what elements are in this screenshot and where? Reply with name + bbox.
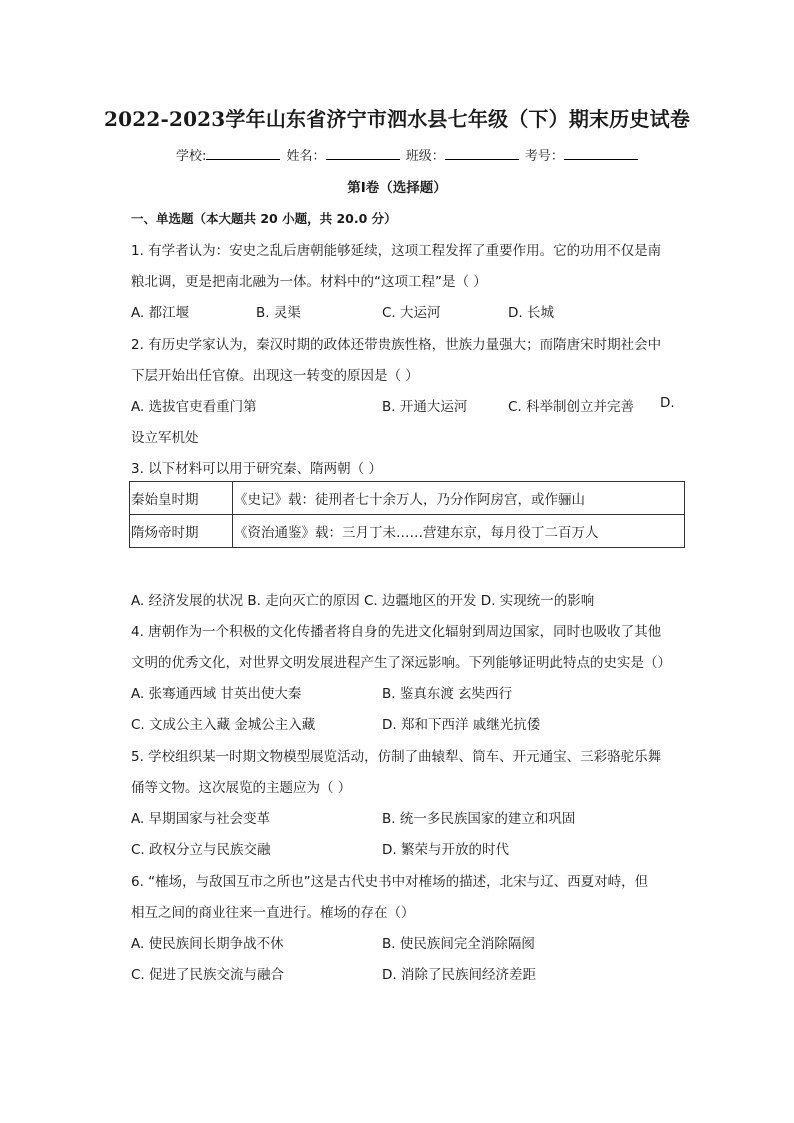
- q1-option-c[interactable]: C. 大运河: [382, 305, 441, 321]
- q5-option-b[interactable]: B. 统一多民族国家的建立和巩固: [382, 811, 576, 827]
- q3-source-table: [129, 481, 685, 548]
- q6-option-b[interactable]: B. 使民族间完全消除隔阂: [382, 936, 535, 952]
- q6-option-a[interactable]: A. 使民族间长期争战不休: [131, 936, 284, 952]
- q3-options[interactable]: A. 经济发展的状况 B. 走向灭亡的原因 C. 边疆地区的开发 D. 实现统一的影响: [131, 593, 595, 609]
- student-info-line: [176, 145, 640, 164]
- section-title: 第I卷（选择题）: [347, 180, 447, 196]
- q4-stem-line1: 4. 唐朝作为一个积极的文化传播者将自身的先进文化辐射到周边国家，同时也吸收了其他: [131, 624, 662, 640]
- q2-option-c[interactable]: C. 科举制创立并完善: [508, 399, 635, 415]
- q1-option-d[interactable]: D. 长城: [508, 305, 554, 321]
- school-label: 学校:: [176, 149, 207, 164]
- q4-stem-line2: 文明的优秀文化，对世界文明发展进程产生了深远影响。下列能够证明此特点的史实是（）: [131, 655, 671, 671]
- name-blank[interactable]: [326, 145, 400, 160]
- class-label: 班级：: [405, 149, 445, 164]
- q5-option-a[interactable]: A. 早期国家与社会变革: [131, 811, 271, 827]
- school-blank[interactable]: [206, 145, 280, 160]
- q6-stem-line2: 相互之间的商业往来一直进行。榷场的存在（）: [131, 905, 415, 921]
- q4-option-d[interactable]: D. 郑和下西洋 戚继光抗倭: [382, 717, 541, 733]
- part-heading: 一、单选题（本大题共 20 小题，共 20.0 分）: [131, 211, 397, 226]
- q5-option-c[interactable]: C. 政权分立与民族交融: [131, 842, 271, 858]
- q5-stem-line1: 5. 学校组织某一时期文物模型展览活动，仿制了曲辕犁、筒车、开元通宝、三彩骆驼乐舞: [131, 749, 662, 765]
- q3-stem: 3. 以下材料可以用于研究秦、隋两朝（ ）: [131, 461, 382, 477]
- q5-option-d[interactable]: D. 繁荣与开放的时代: [382, 842, 509, 858]
- q6-stem-line1: 6. “榷场，与敌国互市之所也”这是古代史书中对榷场的描述，北宋与辽、西夏对峙，但: [131, 874, 649, 890]
- exam-number-label: 考号：: [524, 149, 564, 164]
- q2-option-d-continued[interactable]: 设立军机处: [131, 430, 199, 446]
- q6-option-c[interactable]: C. 促进了民族交流与融合: [131, 967, 285, 983]
- name-label: 姓名：: [286, 149, 326, 164]
- q6-option-d[interactable]: D. 消除了民族间经济差距: [382, 967, 536, 983]
- q4-option-a[interactable]: A. 张骞通西域 甘英出使大秦: [131, 686, 302, 702]
- q4-option-b[interactable]: B. 鉴真东渡 玄奘西行: [382, 686, 513, 702]
- table-cell-period: 秦始皇时期: [130, 482, 233, 515]
- q5-stem-line2: 俑等文物。这次展览的主题应为（ ）: [131, 780, 352, 796]
- q1-stem-line2: 粮北调，更是把南北融为一体。材料中的“这项工程”是（ ）: [131, 274, 487, 290]
- q2-option-a[interactable]: A. 选拔官吏看重门第: [131, 399, 257, 415]
- q2-option-d[interactable]: D.: [660, 395, 675, 411]
- q2-option-b[interactable]: B. 开通大运河: [382, 399, 468, 415]
- q4-option-c[interactable]: C. 文成公主入藏 金城公主入藏: [131, 717, 316, 733]
- table-row: [130, 515, 685, 548]
- exam-number-blank[interactable]: [564, 145, 638, 160]
- q1-option-a[interactable]: A. 都江堰: [131, 305, 190, 321]
- q2-stem-line2: 下层开始出任官僚。出现这一转变的原因是（ ）: [131, 368, 419, 384]
- q1-option-b[interactable]: B. 灵渠: [256, 305, 301, 321]
- exam-title: 2022-2023学年山东省济宁市泗水县七年级（下）期末历史试卷: [103, 107, 691, 131]
- q2-stem-line1: 2. 有历史学家认为，秦汉时期的政体还带贵族性格，世族力量强大；而隋唐宋时期社会中: [131, 337, 662, 353]
- table-cell-source: 《资治通鉴》载：三月丁未……营建东京，每月役丁二百万人: [233, 515, 685, 548]
- table-row: [130, 482, 685, 515]
- class-blank[interactable]: [445, 145, 519, 160]
- q1-stem-line1: 1. 有学者认为：安史之乱后唐朝能够延续，这项工程发挥了重要作用。它的功用不仅是南: [131, 243, 662, 259]
- table-cell-source: 《史记》载：徒刑者七十余万人，乃分作阿房宫，或作骊山: [233, 482, 685, 515]
- table-cell-period: 隋炀帝时期: [130, 515, 233, 548]
